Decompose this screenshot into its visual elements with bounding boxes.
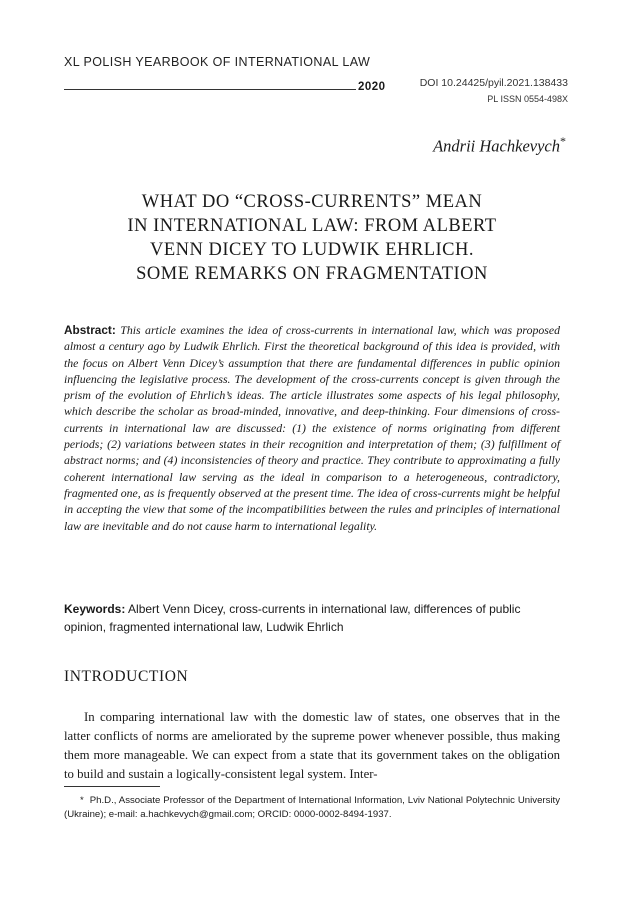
abstract-label: Abstract: [64,323,116,337]
footnote-mark: * [80,795,84,806]
keywords-text: Albert Venn Dicey, cross-currents in international law, differences of public opinion, fragmented international law, Ludwik Ehrlich [64,602,521,634]
title-line: SOME REMARKS ON FRAGMENTATION [136,264,488,284]
section-heading: INTRODUCTION [64,668,189,685]
body-paragraph: In comparing international law with the domestic law of states, one observes that in the latter conflicts of norms are ameliorated by the supreme power whenever possible, thus making them more manageable. We can expect from a state that its government takes on the obligation to build and sustain a logically-consistent legal system. Inter- [64,710,560,781]
journal-title: XL POLISH YEARBOOK OF INTERNATIONAL LAW [64,55,371,69]
author-footnote-mark[interactable]: * [560,134,566,148]
doi[interactable]: DOI 10.24425/pyil.2021.138433 [419,77,568,89]
header-rule [64,89,356,90]
keywords-label: Keywords: [64,602,126,616]
abstract [64,322,560,534]
abstract-text: This article examines the idea of cross-currents in international law, which was proposed almost a century ago by Ludwik Ehrlich. First the theoretical background of this idea is provided, with the focus on Albert Venn Dicey’s assumption that there are fundamental differences in public opinion influencing the legislative process. The development of the cross-currents concept is given through the prism of the evolution of Ehrlich’s ideas. The article illustrates some aspects of his legal philosophy, which describe the scholar as broad-minded, innovative, and deep-thinking. Four dimensions of cross-currents in international law are discussed: (1) the existence of norms originating from different periods; (2) variations between states in their recognition and interpretation of them; (3) fulfillment of abstract norms; and (4) inconsistencies of theory and practice. They contribute to approximating a fully coherent international law serving as the ideal in comparison to a heterogeneous, contradictory, fragmented one, as is frequently observed at the present time. The idea of cross-currents might be helpful in accepting the view that some of the incompatibilities between the rules and principles of international law are inevitable and do not cause harm to international legality. [64,323,560,533]
keywords [64,600,560,636]
footnote-rule [64,786,160,787]
footnote [64,794,560,822]
journal-year: 2020 [358,81,386,93]
title-line: VENN DICEY TO LUDWIK EHRLICH. [150,240,474,260]
issn: PL ISSN 0554-498X [487,94,568,104]
author-name-text: Andrii Hachkevych [433,136,560,156]
title-line: WHAT DO “CROSS-CURRENTS” MEAN [141,192,483,212]
article-title [64,190,560,286]
title-line: IN INTERNATIONAL LAW: FROM ALBERT [127,216,497,236]
author-name [433,134,566,157]
footnote-text: Ph.D., Associate Professor of the Department of International Information, Lviv National Polytechnic University (Ukraine); e-mail: a.hachkevych@gmail.com; ORCID: 0000-0002-8494-1937. [64,795,560,820]
